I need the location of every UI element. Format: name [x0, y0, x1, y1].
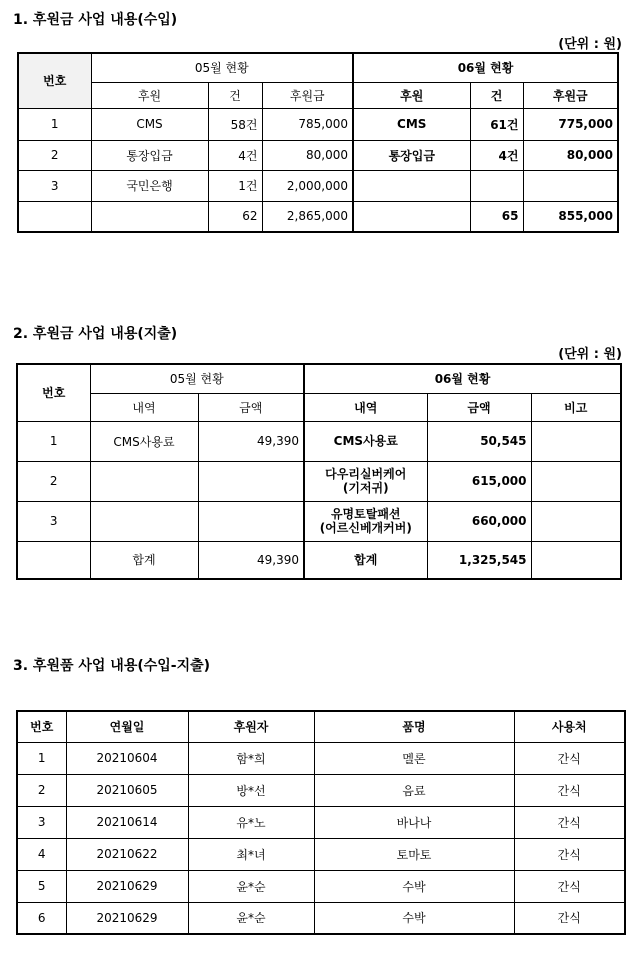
cell-detail: [90, 501, 198, 541]
cell-no: 5: [17, 870, 66, 902]
income-table: [17, 52, 619, 233]
cell-detail: [304, 501, 427, 541]
table-row: [17, 742, 625, 774]
total-amount-may: 49,390: [198, 541, 304, 579]
header-donor: 후원: [353, 82, 470, 108]
cell-usage: 간식: [514, 838, 625, 870]
cell-date: 20210629: [66, 870, 188, 902]
total-label-may: 합계: [90, 541, 198, 579]
cell-count: 61건: [470, 108, 523, 140]
header-note: 비고: [531, 393, 621, 421]
expense-table: [16, 363, 622, 580]
cell-amount: 615,000: [427, 461, 531, 501]
cell-item: 바나나: [314, 806, 514, 838]
cell-no: [18, 201, 91, 232]
cell-amount: 49,390: [198, 421, 304, 461]
cell-usage: 간식: [514, 806, 625, 838]
cell-no: 2: [18, 140, 91, 170]
cell-date: 20210629: [66, 902, 188, 934]
cell-donor: CMS: [353, 108, 470, 140]
total-count-june: 65: [470, 201, 523, 232]
header-may: 05월 현황: [90, 364, 304, 393]
cell-no: [17, 541, 90, 579]
cell-detail: [90, 461, 198, 501]
cell-detail-line2: (기저귀): [342, 481, 389, 495]
cell-item: 수박: [314, 870, 514, 902]
cell-donor: 윤*순: [188, 870, 314, 902]
cell-date: 20210614: [66, 806, 188, 838]
cell-item: 수박: [314, 902, 514, 934]
cell-amount: 2,000,000: [262, 170, 353, 201]
table-row: [18, 108, 618, 140]
cell-amount: [523, 170, 618, 201]
header-amount: 금액: [427, 393, 531, 421]
header-count: 건: [470, 82, 523, 108]
cell-amount: 775,000: [523, 108, 618, 140]
total-amount-june: 855,000: [523, 201, 618, 232]
cell-usage: 간식: [514, 870, 625, 902]
cell-no: 3: [17, 501, 90, 541]
header-detail: 내역: [90, 393, 198, 421]
header-amount: 후원금: [262, 82, 353, 108]
cell-amount: [198, 501, 304, 541]
total-amount-may: 2,865,000: [262, 201, 353, 232]
cell-amount: [198, 461, 304, 501]
cell-no: 1: [18, 108, 91, 140]
header-may: 05월 현황: [91, 53, 353, 82]
cell-date: 20210605: [66, 774, 188, 806]
cell-no: 3: [17, 806, 66, 838]
table-row: [17, 501, 621, 541]
cell-donor: 윤*순: [188, 902, 314, 934]
header-june: 06월 현황: [353, 53, 618, 82]
table-row: [17, 870, 625, 902]
cell-donor: [353, 170, 470, 201]
cell-no: 6: [17, 902, 66, 934]
cell-donor: 국민은행: [91, 170, 208, 201]
cell-amount: 80,000: [523, 140, 618, 170]
cell-date: 20210604: [66, 742, 188, 774]
cell-donor: 최*녀: [188, 838, 314, 870]
cell-amount: 50,545: [427, 421, 531, 461]
section2-heading: 2. 후원금 사업 내용(지출): [13, 326, 178, 342]
cell-amount: 80,000: [262, 140, 353, 170]
cell-usage: 간식: [514, 902, 625, 934]
cell-usage: 간식: [514, 742, 625, 774]
cell-amount: 660,000: [427, 501, 531, 541]
table-row: [17, 806, 625, 838]
cell-detail: [304, 421, 427, 461]
cell-count: 58건: [208, 108, 262, 140]
table-row: [17, 902, 625, 934]
cell-count: 1건: [208, 170, 262, 201]
cell-donor: 함*희: [188, 742, 314, 774]
table-row: [18, 140, 618, 170]
header-no: 번호: [17, 364, 90, 421]
table-row: [17, 421, 621, 461]
cell-donor: [353, 201, 470, 232]
section1-unit: (단위 : 원): [558, 37, 622, 52]
cell-no: 1: [17, 421, 90, 461]
cell-count: 4건: [470, 140, 523, 170]
cell-item: 토마토: [314, 838, 514, 870]
header-amount: 후원금: [523, 82, 618, 108]
header-no: 번호: [17, 711, 66, 742]
table-row: [17, 461, 621, 501]
total-row: [18, 201, 618, 232]
header-item: 품명: [314, 711, 514, 742]
section1-heading: 1. 후원금 사업 내용(수입): [13, 12, 178, 28]
header-no: 번호: [18, 53, 91, 108]
cell-detail-line1: 유명토탈패션: [330, 507, 401, 521]
cell-no: 2: [17, 774, 66, 806]
cell-no: 1: [17, 742, 66, 774]
cell-item: 멜론: [314, 742, 514, 774]
cell-count: [470, 170, 523, 201]
table-row: [17, 774, 625, 806]
total-amount-june: 1,325,545: [427, 541, 531, 579]
cell-donor: CMS: [91, 108, 208, 140]
table-row: [18, 170, 618, 201]
header-donor: 후원자: [188, 711, 314, 742]
total-count-may: 62: [208, 201, 262, 232]
header-donor: 후원: [91, 82, 208, 108]
header-date: 연월일: [66, 711, 188, 742]
cell-no: 3: [18, 170, 91, 201]
cell-note: [531, 541, 621, 579]
header-detail: 내역: [304, 393, 427, 421]
cell-donor: 유*노: [188, 806, 314, 838]
total-row: [17, 541, 621, 579]
cell-date: 20210622: [66, 838, 188, 870]
cell-donor: 통장입금: [91, 140, 208, 170]
cell-detail-line2: (어르신베개커버): [319, 521, 412, 535]
section3-heading: 3. 후원품 사업 내용(수입-지출): [13, 658, 211, 674]
cell-detail: [304, 461, 427, 501]
cell-no: 2: [17, 461, 90, 501]
cell-count: 4건: [208, 140, 262, 170]
total-label-june: 합계: [304, 541, 427, 579]
header-june: 06월 현황: [304, 364, 621, 393]
cell-usage: 간식: [514, 774, 625, 806]
header-usage: 사용처: [514, 711, 625, 742]
header-amount: 금액: [198, 393, 304, 421]
cell-amount: 785,000: [262, 108, 353, 140]
cell-detail-line1: 다우리실버케어: [325, 467, 407, 481]
table-row: [17, 838, 625, 870]
section2-unit: (단위 : 원): [558, 347, 622, 362]
goods-table: [16, 710, 626, 935]
cell-donor: 통장입금: [353, 140, 470, 170]
cell-detail: CMS사용료: [90, 421, 198, 461]
cell-donor: 방*선: [188, 774, 314, 806]
cell-no: 4: [17, 838, 66, 870]
cell-donor: [91, 201, 208, 232]
cell-detail-line1: CMS사용료: [333, 434, 398, 448]
header-count: 건: [208, 82, 262, 108]
cell-item: 음료: [314, 774, 514, 806]
cell-note: [531, 421, 621, 461]
cell-note: [531, 501, 621, 541]
cell-note: [531, 461, 621, 501]
